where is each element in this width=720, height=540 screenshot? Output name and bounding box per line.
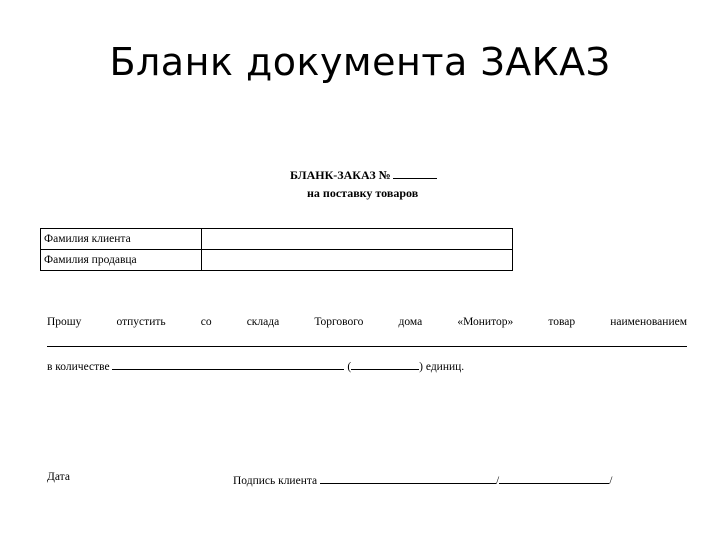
request-word: склада [246, 316, 280, 328]
signature-blank[interactable] [320, 471, 496, 484]
signature-decode-blank[interactable] [499, 471, 609, 484]
quantity-prefix: в количестве [47, 361, 110, 373]
form-subtitle: на поставку товаров [307, 186, 419, 200]
request-word: отпустить [116, 316, 166, 328]
signature-end: / [609, 475, 613, 487]
table-row [41, 250, 513, 271]
request-word: Торгового [314, 316, 364, 328]
slide-title: Бланк документа ЗАКАЗ [109, 40, 611, 84]
seller-surname-field[interactable] [202, 250, 513, 271]
quantity-suffix: ) единиц. [419, 361, 465, 373]
signature-separator: / [496, 475, 500, 487]
request-word: дома [398, 316, 423, 328]
form-title-text: БЛАНК-ЗАКАЗ № [290, 168, 391, 182]
signature-line [233, 471, 612, 487]
request-word: Прошу [47, 316, 82, 328]
client-surname-field[interactable] [202, 229, 513, 250]
form-title [290, 166, 437, 183]
signature-label: Подпись клиента [233, 475, 318, 487]
client-info-table [40, 228, 513, 271]
request-word: «Монитор» [457, 316, 514, 328]
request-word: товар [548, 316, 576, 328]
quantity-open-paren: ( [347, 361, 352, 373]
client-surname-label: Фамилия клиента [41, 229, 202, 250]
quantity-words-blank[interactable] [112, 357, 344, 370]
quantity-line [47, 357, 464, 373]
request-word: наименованием [610, 316, 687, 328]
order-number-blank[interactable] [393, 166, 437, 179]
table-row [41, 229, 513, 250]
seller-surname-label: Фамилия продавца [41, 250, 202, 271]
date-label: Дата [47, 471, 70, 483]
quantity-number-blank[interactable] [351, 357, 419, 370]
request-sentence [47, 316, 687, 328]
product-name-blank[interactable] [47, 346, 687, 347]
request-word: со [200, 316, 212, 328]
